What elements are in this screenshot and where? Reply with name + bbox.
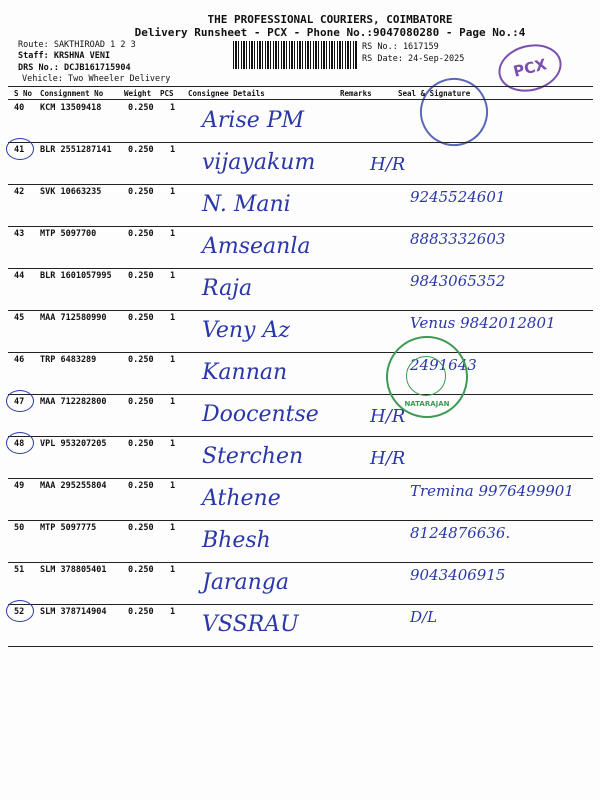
staff-label: Staff: KRSHNA VENI bbox=[18, 51, 111, 61]
remark-handwritten: H/R bbox=[370, 448, 406, 469]
drs-label: DRS No.: DCJB161715904 bbox=[18, 63, 131, 73]
barcode bbox=[233, 41, 357, 69]
consignee-signature: Doocentse bbox=[202, 402, 319, 427]
remark-handwritten: H/R bbox=[370, 154, 406, 175]
col-pcs: PCS bbox=[160, 89, 174, 98]
row-divider bbox=[8, 268, 593, 269]
company-title: THE PROFESSIONAL COURIERS, COIMBATORE bbox=[207, 13, 453, 26]
col-weight: Weight bbox=[124, 89, 152, 98]
consignee-signature: Kannan bbox=[202, 360, 288, 385]
col-consignment: Consignment No bbox=[40, 89, 104, 98]
consignee-signature: Veny Az bbox=[202, 318, 290, 343]
remark-handwritten: H/R bbox=[370, 406, 406, 427]
row-pcs: 1 bbox=[170, 565, 176, 575]
consignee-signature: VSSRAU bbox=[202, 612, 299, 637]
seal-signature: 9245524601 bbox=[410, 188, 506, 206]
row-consignment: MTP 5097775 bbox=[40, 523, 97, 533]
row-divider bbox=[8, 142, 593, 143]
row-pcs: 1 bbox=[170, 229, 176, 239]
seal-signature: 9843065352 bbox=[410, 272, 506, 290]
rs-date: RS Date: 24-Sep-2025 bbox=[362, 54, 465, 64]
seal-signature: 9043406915 bbox=[410, 566, 506, 584]
col-seal: Seal & Signature bbox=[398, 89, 471, 98]
consignee-signature: Athene bbox=[202, 486, 281, 511]
row-sno: 45 bbox=[14, 313, 25, 323]
row-divider bbox=[8, 562, 593, 563]
row-divider bbox=[8, 478, 593, 479]
row-pcs: 1 bbox=[170, 481, 176, 491]
seal-signature: 8883332603 bbox=[410, 230, 506, 248]
table-top-rule bbox=[8, 86, 593, 87]
row-sno: 46 bbox=[14, 355, 25, 365]
consignee-signature: Arise PM bbox=[202, 108, 305, 133]
row-consignment: VPL 953207205 bbox=[40, 439, 107, 449]
route-label: Route: SAKTHIROAD 1 2 3 bbox=[18, 40, 136, 50]
table-header-rule bbox=[8, 99, 593, 100]
row-consignment: MAA 712580990 bbox=[40, 313, 107, 323]
row-sno: 51 bbox=[14, 565, 25, 575]
row-divider bbox=[8, 226, 593, 227]
row-consignment: TRP 6483289 bbox=[40, 355, 97, 365]
row-divider bbox=[8, 184, 593, 185]
seal-signature: Venus 9842012801 bbox=[410, 314, 556, 332]
seal-signature: 8124876636. bbox=[410, 524, 511, 542]
rs-number: RS No.: 1617159 bbox=[362, 42, 439, 52]
row-pcs: 1 bbox=[170, 523, 176, 533]
consignee-signature: Sterchen bbox=[202, 444, 304, 469]
row-consignment: SLM 378805401 bbox=[40, 565, 107, 575]
row-sno: 48 bbox=[14, 439, 25, 449]
row-divider bbox=[8, 394, 593, 395]
row-weight: 0.250 bbox=[128, 607, 154, 617]
row-weight: 0.250 bbox=[128, 397, 154, 407]
row-weight: 0.250 bbox=[128, 355, 154, 365]
row-pcs: 1 bbox=[170, 313, 176, 323]
col-consignee: Consignee Details bbox=[188, 89, 265, 98]
consignee-signature: vijayakum bbox=[202, 150, 316, 175]
row-sno: 44 bbox=[14, 271, 25, 281]
row-consignment: KCM 13509418 bbox=[40, 103, 102, 113]
row-consignment: MTP 5097700 bbox=[40, 229, 97, 239]
row-sno: 50 bbox=[14, 523, 25, 533]
sno-circle-mark bbox=[6, 138, 34, 160]
vehicle-label: Vehicle: Two Wheeler Delivery bbox=[22, 74, 171, 84]
seal-signature: D/L bbox=[410, 608, 438, 626]
seal-signature: Tremina 9976499901 bbox=[410, 482, 574, 500]
row-weight: 0.250 bbox=[128, 481, 154, 491]
sno-circle-mark bbox=[6, 600, 34, 622]
consignee-signature: Jaranga bbox=[202, 570, 289, 595]
row-pcs: 1 bbox=[170, 397, 176, 407]
row-pcs: 1 bbox=[170, 355, 176, 365]
row-consignment: MAA 295255804 bbox=[40, 481, 107, 491]
consignee-signature: Bhesh bbox=[202, 528, 271, 553]
sno-circle-mark bbox=[6, 432, 34, 454]
row-weight: 0.250 bbox=[128, 565, 154, 575]
row-weight: 0.250 bbox=[128, 187, 154, 197]
row-pcs: 1 bbox=[170, 145, 176, 155]
row-sno: 49 bbox=[14, 481, 25, 491]
row-pcs: 1 bbox=[170, 607, 176, 617]
row-consignment: BLR 2551287141 bbox=[40, 145, 112, 155]
col-sno: S No bbox=[14, 89, 33, 98]
row-consignment: BLR 1601057995 bbox=[40, 271, 112, 281]
row-sno: 41 bbox=[14, 145, 25, 155]
green-seal-stamp: NATARAJAN bbox=[386, 336, 468, 418]
runsheet-subtitle: Delivery Runsheet - PCX - Phone No.:9047080280 - Page No.:4 bbox=[134, 26, 526, 39]
row-divider bbox=[8, 520, 593, 521]
row-pcs: 1 bbox=[170, 103, 176, 113]
row-pcs: 1 bbox=[170, 271, 176, 281]
row-divider bbox=[8, 352, 593, 353]
row-weight: 0.250 bbox=[128, 145, 154, 155]
row-consignment: MAA 712282800 bbox=[40, 397, 107, 407]
row-sno: 42 bbox=[14, 187, 25, 197]
row-divider bbox=[8, 310, 593, 311]
consignee-signature: Raja bbox=[202, 276, 253, 301]
row-consignment: SVK 10663235 bbox=[40, 187, 102, 197]
row-divider bbox=[8, 646, 593, 647]
row-sno: 47 bbox=[14, 397, 25, 407]
row-sno: 40 bbox=[14, 103, 25, 113]
row-pcs: 1 bbox=[170, 187, 176, 197]
consignee-signature: N. Mani bbox=[202, 192, 291, 217]
sno-circle-mark bbox=[6, 390, 34, 412]
consignee-signature: Amseanla bbox=[202, 234, 311, 259]
col-remarks: Remarks bbox=[340, 89, 372, 98]
row-pcs: 1 bbox=[170, 439, 176, 449]
seal-signature: 2491643 bbox=[410, 356, 477, 374]
row-weight: 0.250 bbox=[128, 523, 154, 533]
row-weight: 0.250 bbox=[128, 103, 154, 113]
row-divider bbox=[8, 604, 593, 605]
row-weight: 0.250 bbox=[128, 313, 154, 323]
row-sno: 52 bbox=[14, 607, 25, 617]
row-consignment: SLM 378714904 bbox=[40, 607, 107, 617]
pcx-stamp: PCX bbox=[493, 38, 566, 98]
row-sno: 43 bbox=[14, 229, 25, 239]
row-weight: 0.250 bbox=[128, 271, 154, 281]
row-divider bbox=[8, 436, 593, 437]
row-weight: 0.250 bbox=[128, 439, 154, 449]
row-weight: 0.250 bbox=[128, 229, 154, 239]
